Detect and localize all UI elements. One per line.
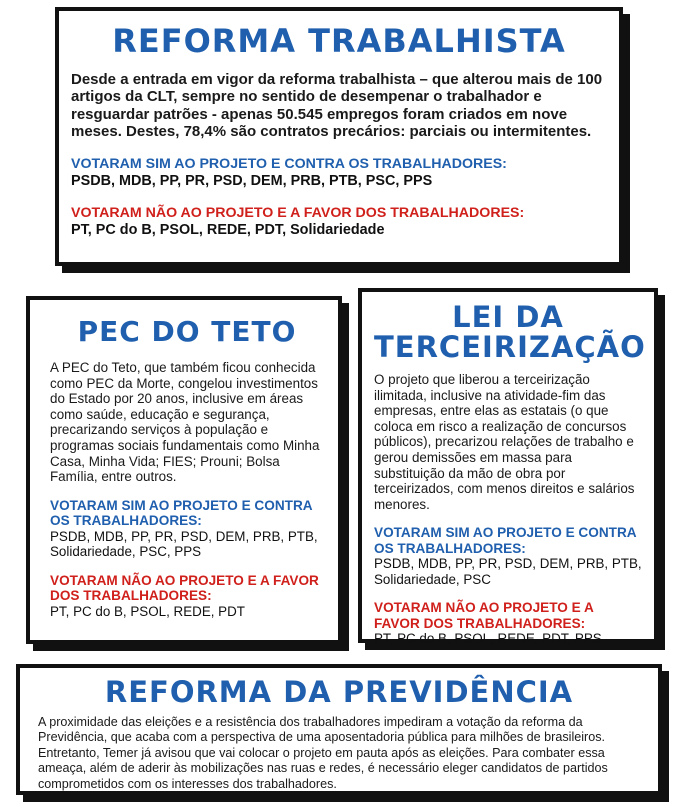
lei-terceirizacao-no-label: VOTARAM NÃO AO PROJETO E A FAVOR DOS TRABALHADORES: — [374, 600, 594, 631]
pec-do-teto-title: PEC DO TETO — [77, 315, 297, 348]
reforma-trabalhista-no-parties: PT, PC do B, PSOL, REDE, PDT, Solidariedade — [71, 221, 385, 238]
pec-do-teto-no-label: VOTARAM NÃO AO PROJETO E A FAVOR DOS TRABALHADORES: — [50, 572, 319, 604]
lei-terceirizacao-box — [358, 288, 658, 647]
reforma-trabalhista-body: Desde a entrada em vigor da reforma trabalhista – que alterou mais de 100 artigos da CLT, sempre no sentido de desempenar o trabalhador e resguardar patrões - apenas 50.545 empregos foram criados em nove meses. Destes, 78,4% são contratos precários: parciais ou intermitentes. — [71, 71, 603, 141]
reforma-trabalhista-title: REFORMA TRABALHISTA — [112, 22, 566, 60]
reforma-trabalhista-yes-label: VOTARAM SIM AO PROJETO E CONTRA OS TRABALHADORES: — [71, 155, 507, 172]
reforma-previdencia-body: A proximidade das eleições e a resistência dos trabalhadores impediram a votação da reforma da Previdência, que acaba com a perspectiva de uma aposentadoria pública para milhões de brasileiros. Entretanto, Temer já avisou que vai colocar o projeto em pauta após as eleições. Para combater essa ameaça, além de aderir às mobilizações nas ruas e redes, é necessário eleger candidatos de partidos comprometidos com os interesses dos trabalhadores. — [38, 715, 608, 791]
reforma-trabalhista-no-label: VOTARAM NÃO AO PROJETO E A FAVOR DOS TRABALHADORES: — [71, 204, 525, 221]
lei-terceirizacao-body: O projeto que liberou a terceirização ilimitada, inclusive na atividade-fim das empresas, entre elas as estatais (o que coloca em risco a realização de concursos públicos), precarizou relações de trabalho e gerou demissões em massa para substituição da mão de obra por terceirizados, com menos direitos e salários menores. — [374, 372, 635, 512]
lei-terceirizacao-yes-label: VOTARAM SIM AO PROJETO E CONTRA OS TRABALHADORES: — [374, 525, 637, 556]
pec-do-teto-yes-parties: PSDB, MDB, PP, PR, PSD, DEM, PRB, PTB, Solidariedade, PSC, PPS — [50, 528, 318, 560]
lei-terceirizacao-title — [374, 300, 646, 364]
lei-terceirizacao-title-line2: TERCEIRIZAÇÃO — [374, 330, 646, 364]
lei-terceirizacao-title-line1: LEI DA — [452, 300, 564, 334]
reforma-previdencia-box — [16, 664, 662, 795]
reforma-trabalhista-yes-parties: PSDB, MDB, PP, PR, PSD, DEM, PRB, PTB, PSC, PPS — [71, 172, 433, 189]
lei-terceirizacao-no-parties: PT, PC do B, PSOL, REDE, PDT, PPS — [374, 631, 602, 647]
pec-do-teto-yes-label: VOTARAM SIM AO PROJETO E CONTRA OS TRABALHADORES: — [50, 497, 313, 529]
pec-do-teto-no-parties: PT, PC do B, PSOL, REDE, PDT — [50, 603, 245, 619]
pec-do-teto-body: A PEC do Teto, que também ficou conhecida como PEC da Morte, congelou investimentos do Estado por 20 anos, inclusive em áreas como saúde, educação e segurança, precarizando serviços à população e programas sociais fundamentais como Minha Casa, Minha Vida; FIES; Prouni; Bolsa Família, entre outros. — [50, 360, 320, 485]
lei-terceirizacao-yes-parties: PSDB, MDB, PP, PR, PSD, DEM, PRB, PTB, Solidariedade, PSC — [374, 556, 642, 587]
pec-do-teto-box — [26, 296, 342, 644]
reforma-trabalhista-box — [55, 7, 623, 266]
reforma-previdencia-title: REFORMA DA PREVIDÊNCIA — [104, 675, 574, 709]
